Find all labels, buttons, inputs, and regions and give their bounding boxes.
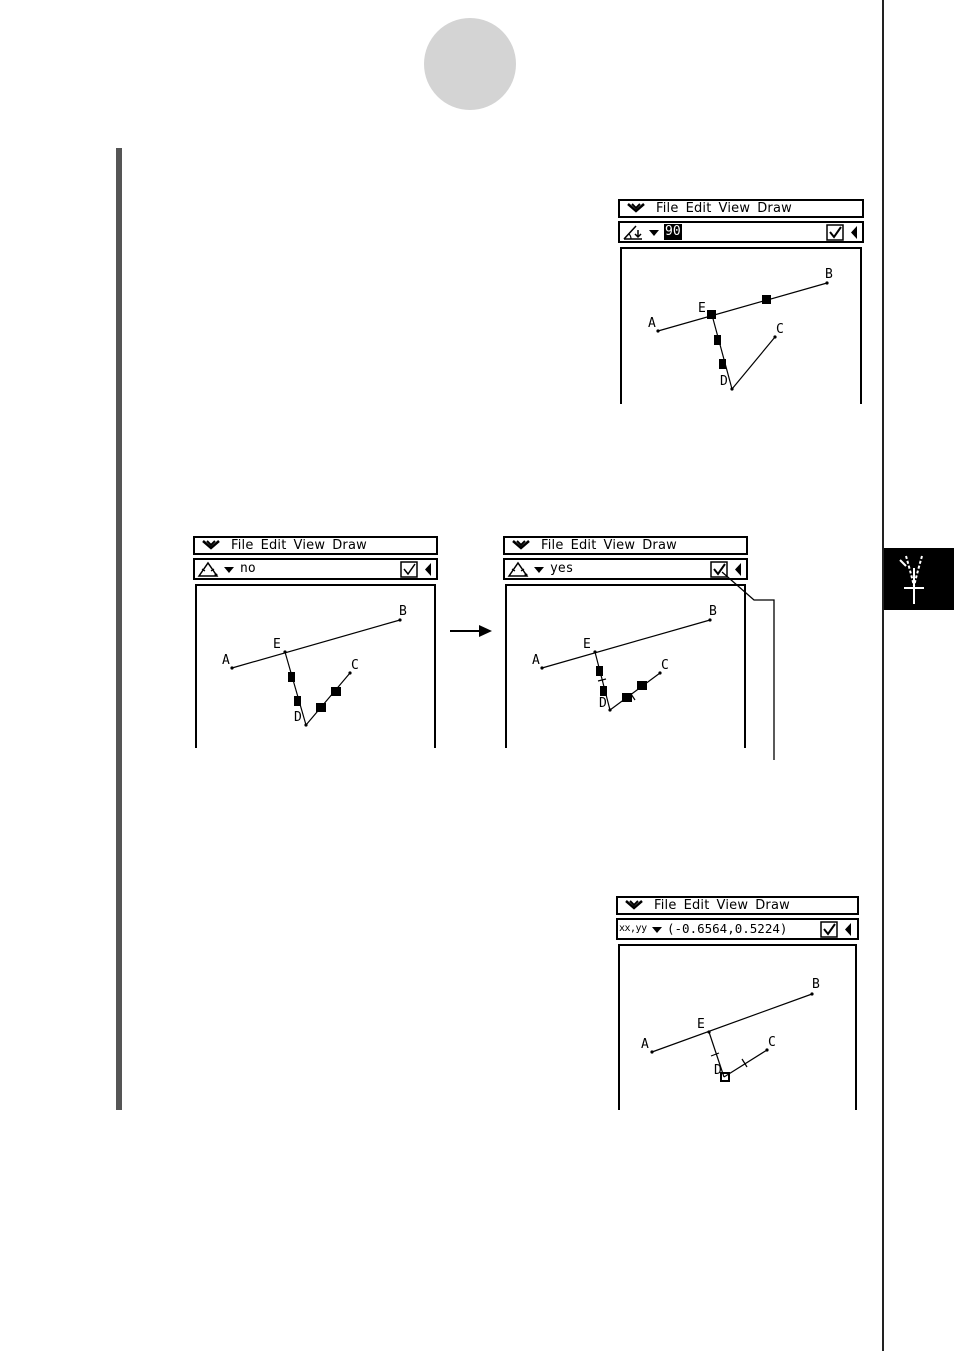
menu-edit[interactable]: Edit [260, 538, 287, 553]
menu-bar [616, 896, 859, 915]
geometry-figure [197, 586, 438, 750]
point-label-d: D [294, 710, 302, 725]
dropdown-arrow-icon[interactable] [650, 921, 664, 938]
point-label-a: A [641, 1037, 649, 1052]
checkbox-icon[interactable] [400, 561, 418, 578]
menu-edit[interactable]: Edit [685, 201, 712, 216]
menu-bar [503, 536, 748, 555]
congruence-value[interactable]: no [240, 561, 256, 576]
chapter-circle [424, 18, 516, 110]
screen-3 [503, 536, 748, 748]
point-label-d: D [599, 696, 607, 711]
point-label-e: E [273, 637, 281, 652]
geometry-figure [620, 946, 859, 1112]
point-label-c: C [351, 658, 359, 673]
congruent-triangle-icon[interactable] [507, 561, 529, 578]
left-margin-bar [116, 148, 122, 1110]
coordinate-tool-label[interactable]: xx,yy [619, 923, 647, 934]
right-arrow-icon [449, 624, 493, 638]
dropdown-arrow-icon[interactable] [222, 561, 236, 578]
menu-file[interactable]: File [654, 898, 677, 913]
checkbox-icon[interactable] [820, 921, 838, 938]
geometry-tab-icon [884, 548, 954, 610]
menu-bar [193, 536, 438, 555]
left-arrow-icon[interactable] [842, 921, 854, 938]
geometry-canvas[interactable] [618, 944, 857, 1110]
double-chevron-down-icon[interactable] [624, 898, 644, 913]
double-chevron-down-icon[interactable] [201, 538, 221, 553]
double-chevron-down-icon[interactable] [511, 538, 531, 553]
point-label-a: A [532, 653, 540, 668]
point-label-b: B [399, 604, 407, 619]
screen-4 [616, 896, 859, 1110]
point-label-d: D [714, 1063, 722, 1078]
measure-value[interactable]: 90 [665, 224, 681, 239]
point-label-e: E [697, 1017, 705, 1032]
menu-draw[interactable]: Draw [332, 538, 367, 553]
point-label-d: D [720, 374, 728, 389]
menu-edit[interactable]: Edit [570, 538, 597, 553]
menu-file[interactable]: File [231, 538, 254, 553]
point-label-c: C [776, 322, 784, 337]
double-chevron-down-icon[interactable] [626, 201, 646, 216]
right-margin-rule [882, 0, 884, 1351]
menu-edit[interactable]: Edit [683, 898, 710, 913]
geometry-figure [507, 586, 748, 750]
coordinate-value[interactable]: (-0.6564,0.5224) [667, 921, 788, 936]
geometry-canvas[interactable] [195, 584, 436, 748]
left-arrow-icon[interactable] [422, 561, 434, 578]
point-label-c: C [661, 658, 669, 673]
point-label-a: A [222, 653, 230, 668]
geometry-figure [622, 249, 864, 406]
geometry-canvas[interactable] [620, 247, 862, 404]
menu-view[interactable]: View [716, 898, 749, 913]
congruence-value[interactable]: yes [550, 561, 574, 576]
geometry-canvas[interactable] [505, 584, 746, 748]
menu-view[interactable]: View [293, 538, 326, 553]
screen-2 [193, 536, 438, 748]
toolbar [193, 558, 438, 580]
menu-file[interactable]: File [656, 201, 679, 216]
screen-1 [618, 199, 864, 404]
chapter-side-tab[interactable] [884, 548, 954, 610]
point-label-a: A [648, 316, 656, 331]
menu-draw[interactable]: Draw [757, 201, 792, 216]
checkbox-icon[interactable] [826, 224, 844, 241]
congruent-triangle-icon[interactable] [197, 561, 219, 578]
point-label-e: E [583, 637, 591, 652]
menu-view[interactable]: View [718, 201, 751, 216]
angle-measure-icon[interactable] [622, 224, 644, 241]
menu-draw[interactable]: Draw [755, 898, 790, 913]
menu-draw[interactable]: Draw [642, 538, 677, 553]
point-label-e: E [698, 301, 706, 316]
dropdown-arrow-icon[interactable] [647, 224, 661, 241]
toolbar [618, 221, 864, 243]
point-label-b: B [812, 977, 820, 992]
menu-view[interactable]: View [603, 538, 636, 553]
left-arrow-icon[interactable] [848, 224, 860, 241]
toolbar [616, 918, 859, 940]
menu-file[interactable]: File [541, 538, 564, 553]
point-label-b: B [709, 604, 717, 619]
point-label-b: B [825, 267, 833, 282]
menu-bar [618, 199, 864, 218]
callout-line [720, 570, 780, 762]
point-label-c: C [768, 1035, 776, 1050]
dropdown-arrow-icon[interactable] [532, 561, 546, 578]
toolbar [503, 558, 748, 580]
